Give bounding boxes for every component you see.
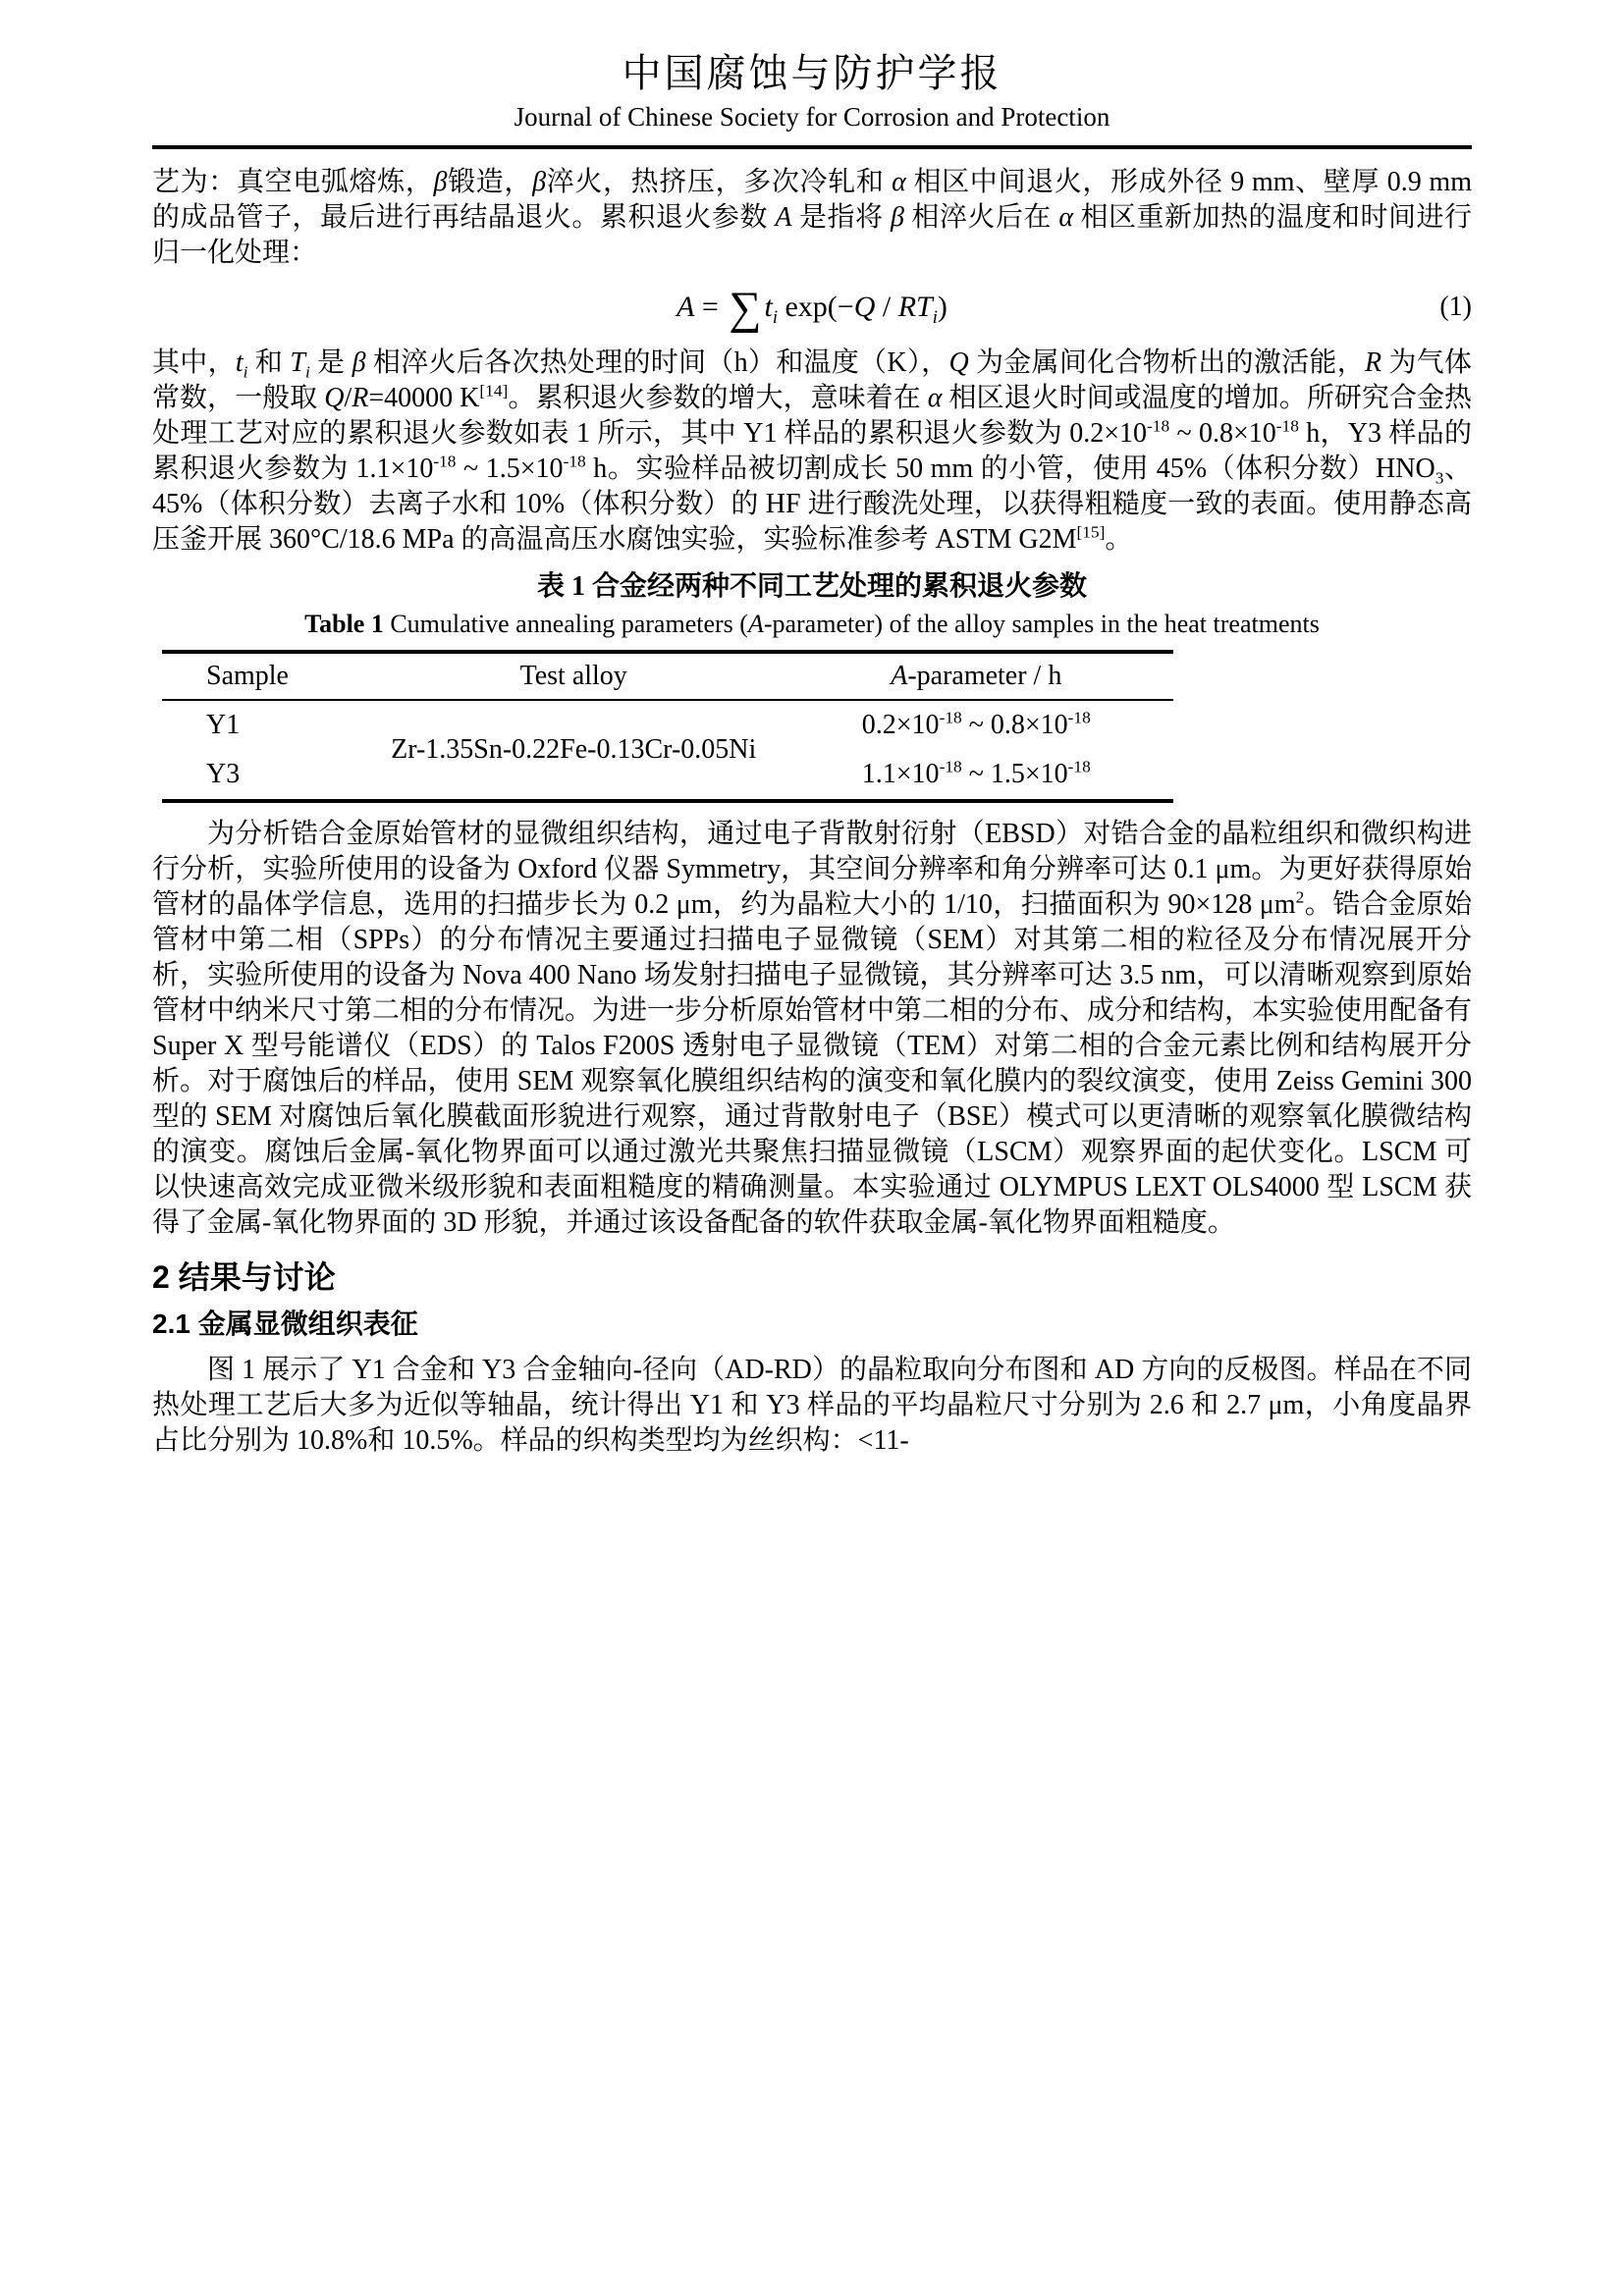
paragraph-grain-orientation: 图 1 展示了 Y1 合金和 Y3 合金轴向-径向（AD-RD）的晶粒取向分布图和 AD 方向的反极图。样品在不同热处理工艺后大多为近似等轴晶，统计得出 Y1 和 Y3 样品的平均晶粒尺寸分别为 2.6 和 2.7 μm，小角度晶界占比分别为 10.8%和 10.5%。样品的织构类型均为丝织构：<11-	[152, 1355, 1472, 1456]
col-header-aparam: A-parameter / h	[780, 652, 1173, 700]
table-caption-en: Table 1 Cumulative annealing parameters (A-parameter) of the alloy samples in the heat treatments	[304, 610, 1320, 638]
section-heading-results: 2 结果与讨论	[152, 1259, 336, 1295]
col-header-alloy: Test alloy	[368, 652, 780, 700]
cell-test-alloy: Zr-1.35Sn-0.22Fe-0.13Cr-0.05Ni	[391, 734, 757, 765]
journal-title-en: Journal of Chinese Society for Corrosion and Protection	[514, 102, 1110, 132]
cell-aparam-y1: $0.2\times 10^{-18}$ ~ $0.8\times 10^{-18}$	[861, 708, 1091, 740]
table-1	[162, 650, 1173, 803]
cell-aparam-y3: $1.1\times 10^{-18}$ ~ $1.5\times 10^{-18}$	[861, 757, 1091, 789]
table-caption-cn: 表 1 合金经两种不同工艺处理的累积退火参数	[536, 571, 1088, 602]
table-row-y1	[162, 700, 1173, 750]
journal-header	[152, 49, 1472, 149]
journal-title-cn: 中国腐蚀与防护学报	[622, 51, 1002, 95]
equation-block	[152, 279, 1472, 336]
paragraph-characterization-methods: 为分析锆合金原始管材的显微组织结构，通过电子背散射衍射（EBSD）对锆合金的晶粒组织和微织构进行分析，实验所使用的设备为 Oxford 仪器 Symmetry，其空间分辨率和角分辨率可达 0.1 μm。为更好获得原始管材的晶体学信息，选用的扫描步长为 0.2 μm，约为晶粒大小的 1/10，扫描面积为 90×128 $\mu m^2$。锆合金原始管材中第二相（SPPs）的分布情况主要通过扫描电子显微镜（SEM）对其第二相的粒径及分布情况展开分析，实验所使用的设备为 Nova 400 Nano 场发射扫描电子显微镜，其分辨率可达 3.5 nm，可以清晰观察到原始管材中纳米尺寸第二相的分布情况。为进一步分析原始管材中第二相的分布、成分和结构，本实验使用配备有 Super X 型号能谱仪（EDS）的 Talos F200S 透射电子显微镜（TEM）对第二相的合金元素比例和结构展开分析。对于腐蚀后的样品，使用 SEM 观察氧化膜组织结构的演变和氧化膜内的裂纹演变，使用 Zeiss Gemini 300 型的 SEM 对腐蚀后氧化膜截面形貌进行观察，通过背散射电子（BSE）模式可以更清晰的观察氧化膜微结构的演变。腐蚀后金属-氧化物界面可以通过激光共聚焦扫描显微镜（LSCM）观察界面的起伏变化。LSCM 可以快速高效完成亚微米级形貌和表面粗糙度的精确测量。本实验通过 OLYMPUS LEXT OLS4000 型 LSCM 获得了金属-氧化物界面的 3D 形貌，并通过该设备配备的软件获取金属-氧化物界面粗糙度。	[152, 819, 1473, 1238]
equation-1: A = ∑ $t_i$ $\exp(-Q / RT_i)$	[677, 284, 947, 335]
cell-sample-y1: Y1	[206, 710, 241, 740]
subsection-heading-microstructure: 2.1 金属显微组织表征	[152, 1308, 418, 1339]
col-header-sample: Sample	[162, 652, 368, 700]
cell-sample-y3: Y3	[206, 759, 241, 789]
header-rule	[152, 145, 1472, 149]
equation-number: (1)	[1439, 292, 1472, 322]
paragraph-process: 艺为：真空电弧熔炼，β锻造，β淬火，热挤压，多次冷轧和 α 相区中间退火，形成外径 9 mm、壁厚 0.9 mm 的成品管子，最后进行再结晶退火。累积退火参数 A 是指将 β 相淬火后在 α 相区重新加热的温度和时间进行归一化处理：	[152, 167, 1472, 268]
table-header-row	[162, 652, 1173, 700]
paragraph-annealing-parameter: 其中，$t_i$ 和 $T_i$ 是 β 相淬火后各次热处理的时间（h）和温度（K），Q 为金属间化合物析出的激活能，R 为气体常数，一般取 Q/R=40000 K[14]。累积退火参数的增大，意味着在 α 相区退火时间或温度的增加。所研究合金热处理工艺对应的累积退火参数如表 1 所示，其中 Y1 样品的累积退火参数为 $0.2\times 10^{-18}$ ~ $0.8\times 10^{-18}$ h，Y3 样品的累积退火参数为 $1.1\times 10^{-18}$ ~ $1.5\times 10^{-18}$ h。实验样品被切割成长 50 mm 的小管，使用 45%（体积分数）$HNO_3$、45%（体积分数）去离子水和 10%（体积分数）的 HF 进行酸洗处理，以获得粗糙度一致的表面。使用静态高压釜开展 360°C/18.6 MPa 的高温高压水腐蚀实验，实验标准参考 ASTM G2M[15]。	[152, 347, 1472, 555]
